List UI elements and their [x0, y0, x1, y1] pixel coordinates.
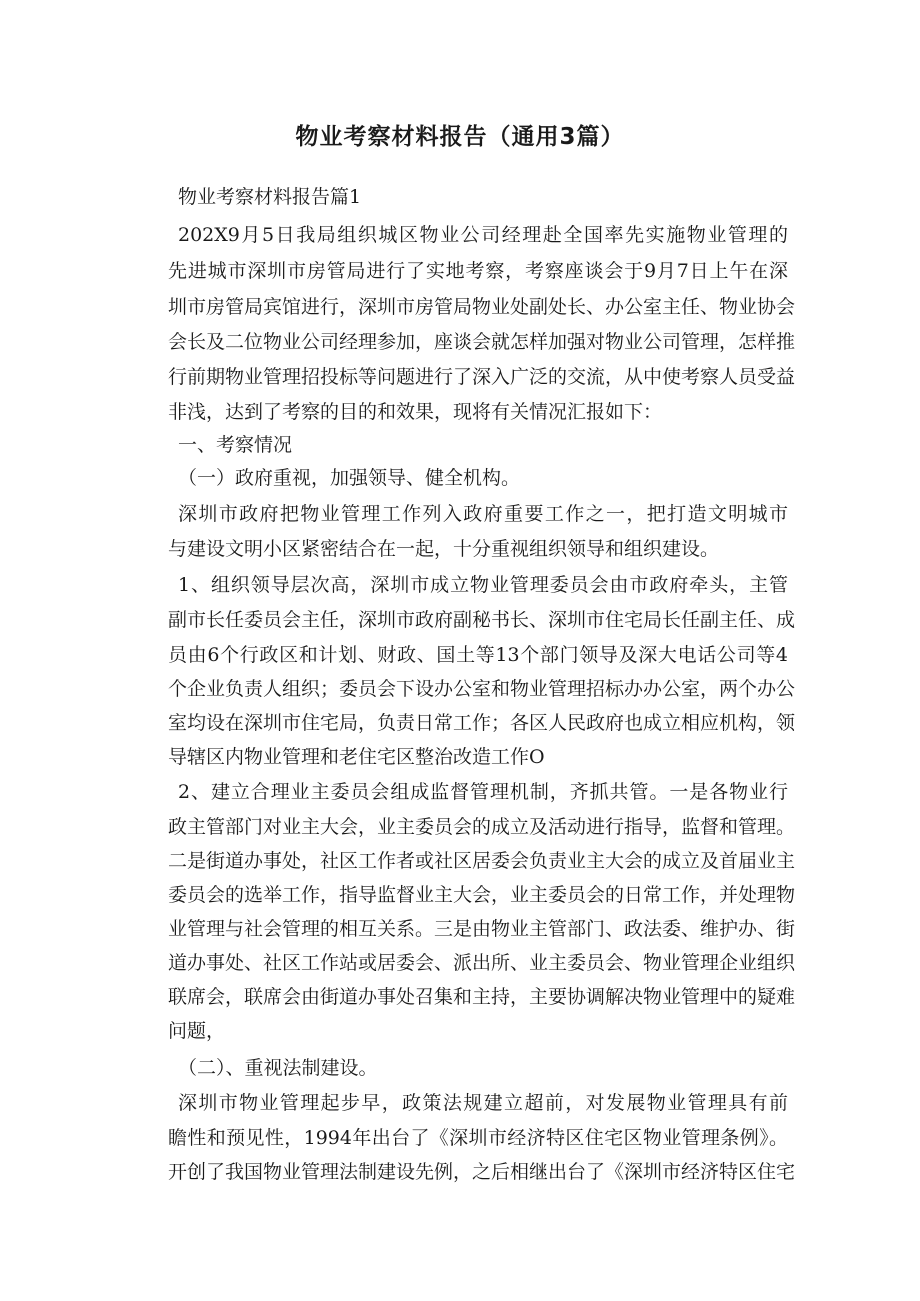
paragraph-line: 员由6个行政区和计划、财政、国土等13个部门领导及深大电话公司等4 [168, 644, 788, 666]
paragraph-line: 非浅，达到了考察的目的和效果，现将有关情况汇报如下： [168, 401, 663, 423]
paragraph-line: 会长及二位物业公司经理参加，座谈会就怎样加强对物业公司管理，怎样推 [168, 331, 796, 353]
paragraph-line: 物业考察材料报告篇1 [178, 186, 362, 208]
paragraph-line: 联席会，联席会由街道办事处召集和主持，主要协调解决物业管理中的疑难 [168, 986, 796, 1008]
paragraph-line: 室均设在深圳市住宅局，负责日常工作；各区人民政府也成立相应机构，领 [168, 712, 796, 734]
paragraph-line: 2、建立合理业主委员会组成监督管理机制，齐抓共管。一是各物业行 [178, 781, 788, 803]
paragraph-line: 先进城市深圳市房管局进行了实地考察，考察座谈会于9月7日上午在深 [168, 260, 788, 282]
paragraph-line: 深圳市物业管理起步早，政策法规建立超前，对发展物业管理具有前 [178, 1092, 788, 1114]
paragraph-line: 导辖区内物业管理和老住宅区整治改造工作O [168, 746, 545, 768]
paragraph-line: 政主管部门对业主大会，业主委员会的成立及活动进行指导，监督和管理。 [168, 816, 796, 838]
paragraph-line: 瞻性和预见性，1994年出台了《深圳市经济特区住宅区物业管理条例》。 [168, 1127, 788, 1149]
paragraph-line: 副市长任委员会主任，深圳市政府副秘书长、深圳市住宅局长任副主任、成 [168, 609, 796, 631]
paragraph-line: 1、组织领导层次高，深圳市成立物业管理委员会由市政府牵头，主管 [178, 574, 788, 596]
paragraph-line: 与建设文明小区紧密结合在一起，十分重视组织领导和组织建设。 [168, 538, 720, 560]
paragraph-line: 行前期物业管理招投标等问题进行了深入广泛的交流，从中使考察人员受益 [168, 366, 796, 388]
paragraph-line: 圳市房管局宾馆进行，深圳市房管局物业处副处长、办公室主任、物业协会 [168, 296, 796, 318]
section-heading: 一、考察情况 [178, 434, 293, 456]
paragraph-line: 202X9月5日我局组织城区物业公司经理赴全国率先实施物业管理的 [178, 224, 788, 246]
paragraph-line: 道办事处、社区工作站或居委会、派出所、业主委员会、物业管理企业组织 [168, 952, 796, 974]
paragraph-line: 开创了我国物业管理法制建设先例，之后相继出台了《深圳市经济特区住宅 [168, 1161, 796, 1183]
document-title: 物业考察材料报告（通用3篇） [295, 124, 625, 150]
paragraph-line: 个企业负责人组织；委员会下设办公室和物业管理招标办办公室，两个办公 [168, 678, 796, 700]
paragraph-line: 问题， [168, 1020, 226, 1042]
subsection-heading: （一）政府重视，加强领导、健全机构。 [178, 467, 521, 489]
paragraph-line: 业管理与社会管理的相互关系。三是由物业主管部门、政法委、维护办、街 [168, 918, 796, 940]
paragraph-line: 深圳市政府把物业管理工作列入政府重要工作之一，把打造文明城市 [178, 503, 788, 525]
paragraph-line: 二是街道办事处，社区工作者或社区居委会负责业主大会的成立及首届业主 [168, 850, 796, 872]
paragraph-line: 委员会的选举工作，指导监督业主大会，业主委员会的日常工作，并处理物 [168, 884, 796, 906]
subsection-heading: （二）、重视法制建设。 [178, 1057, 378, 1079]
